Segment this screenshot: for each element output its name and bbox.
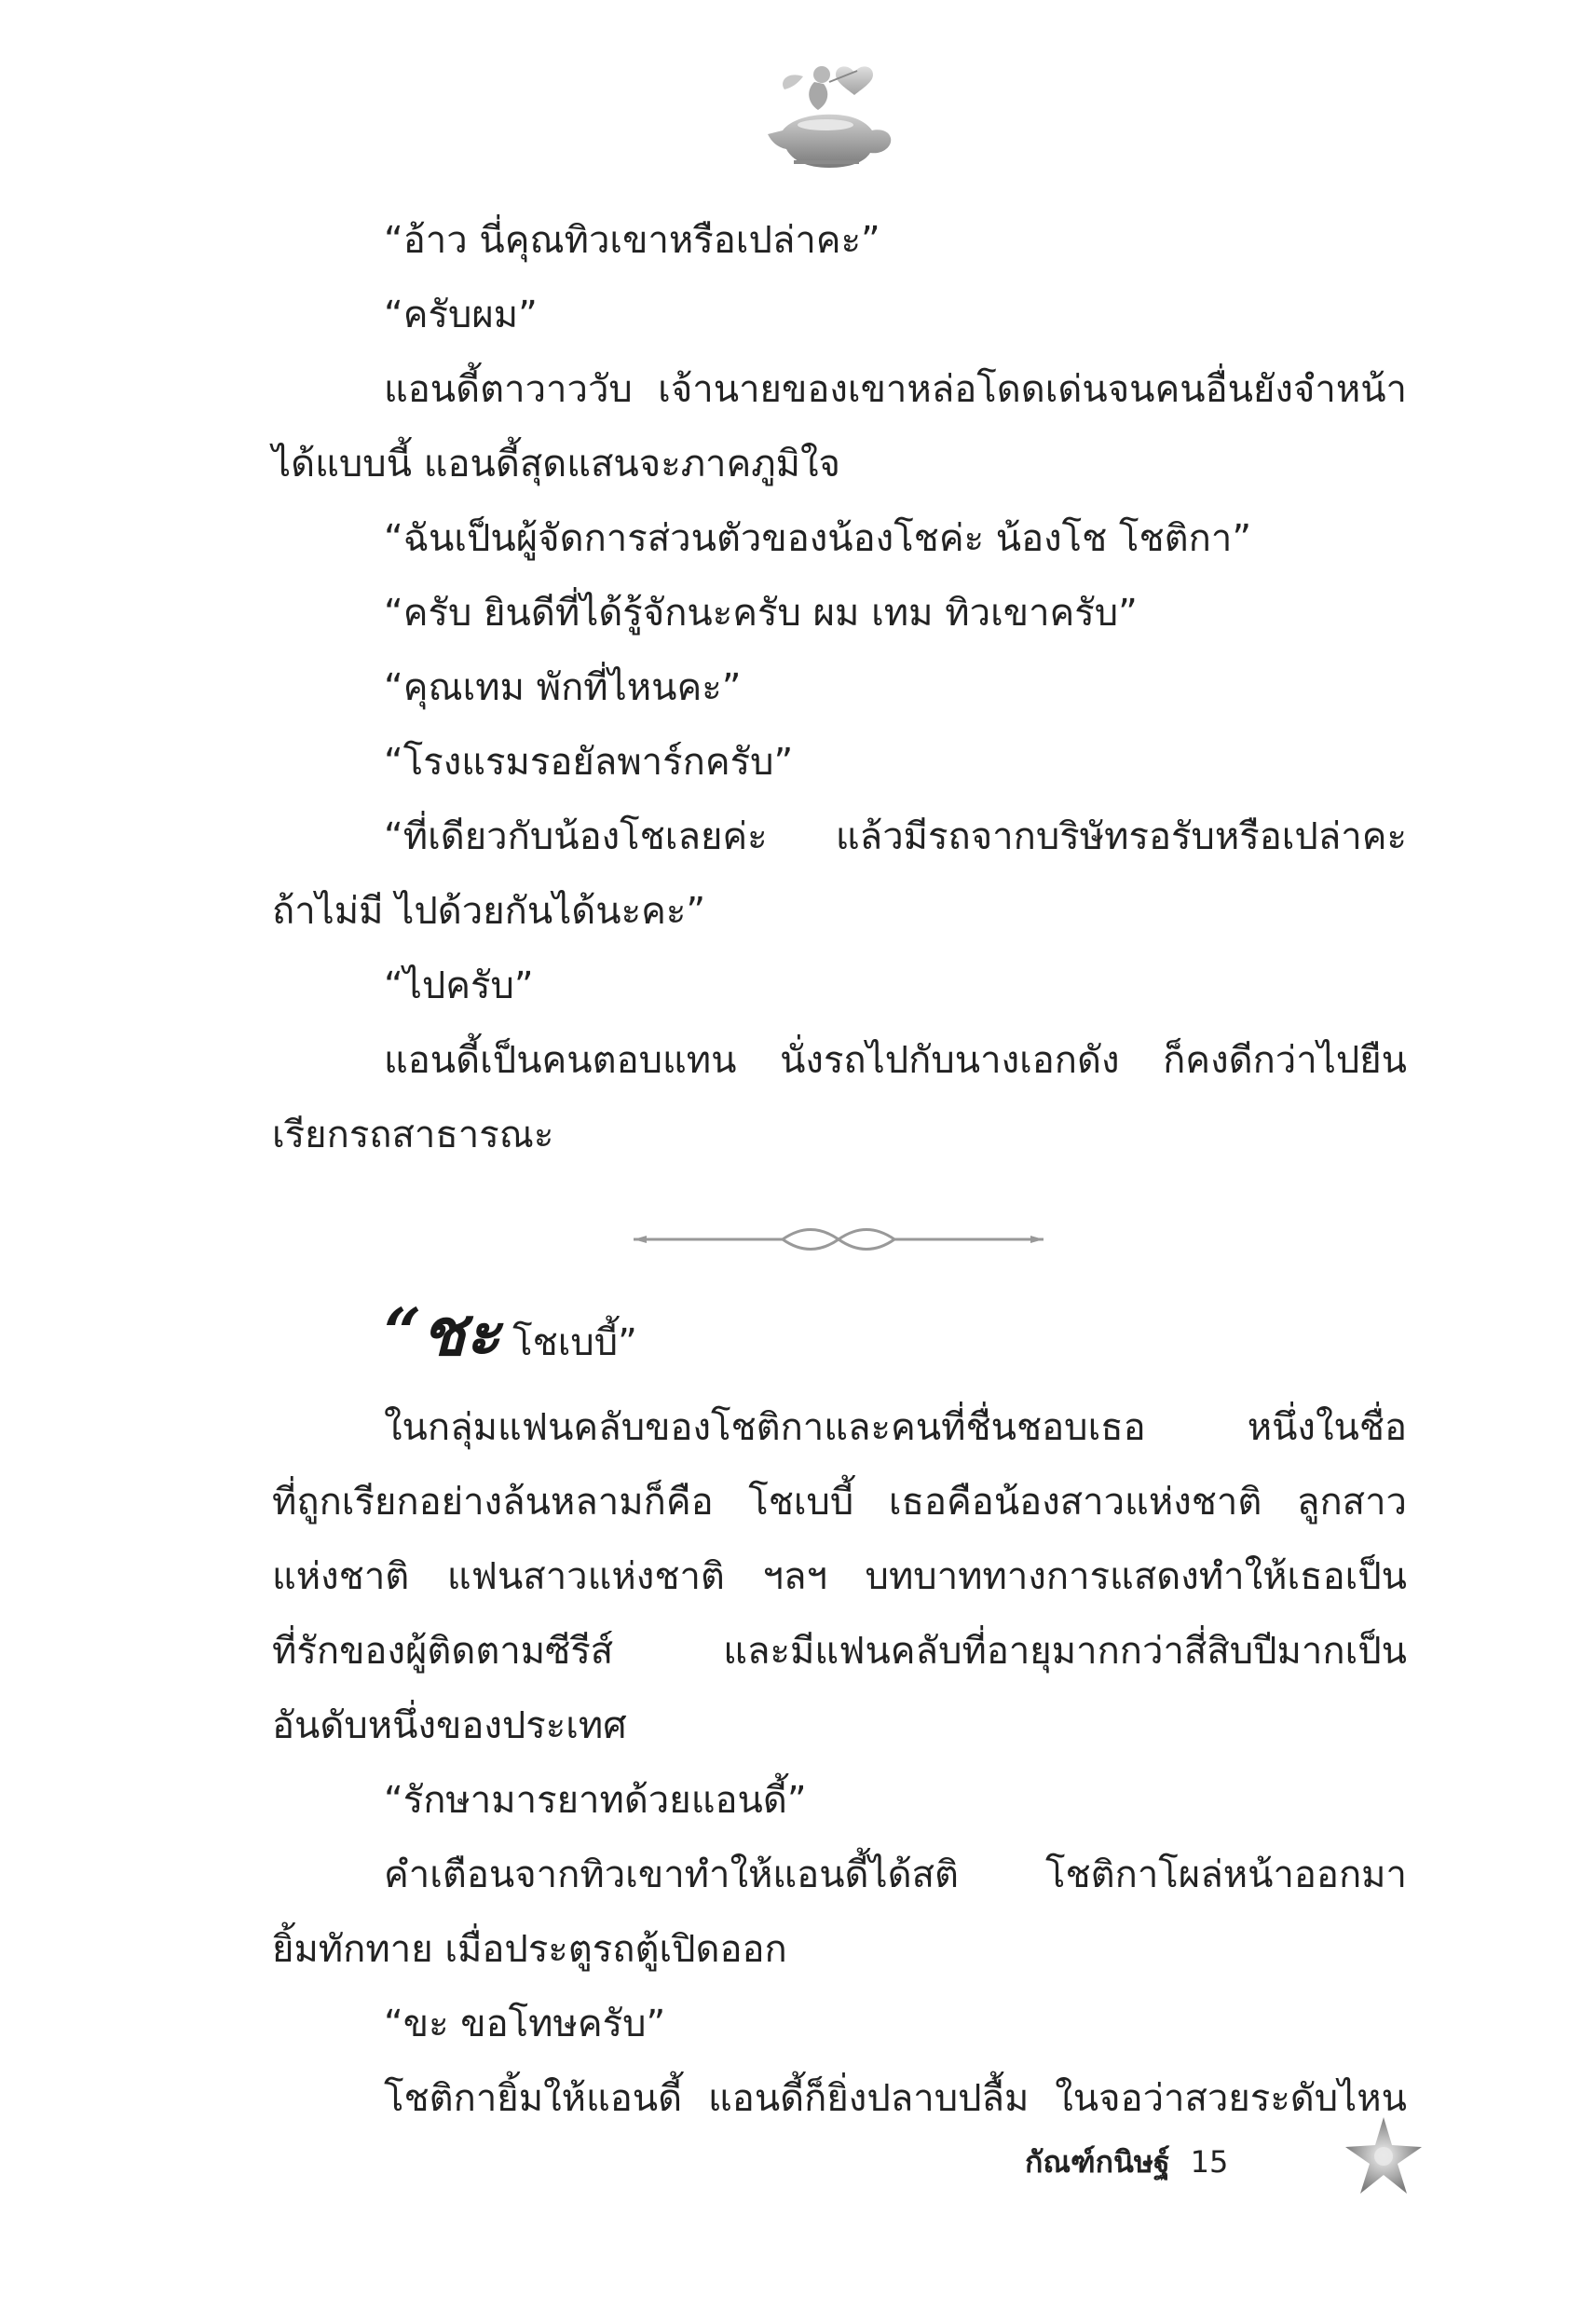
paragraph-line: “คุณเทม พักที่ไหนคะ”	[384, 666, 742, 709]
paragraph-line: แอนดี้ตาวาววับ เจ้านายของเขาหล่อโดดเด่นจนคนอื่นยังจำหน้า	[384, 368, 1407, 411]
star-icon	[1342, 2113, 1425, 2197]
drop-cap: “ชะ	[384, 1293, 501, 1371]
paragraph-line: ที่ถูกเรียกอย่างล้นหลามก็คือ โชเบบี้ เธอคือน้องสาวแห่งชาติ ลูกสาว	[272, 1481, 1407, 1524]
paragraph-line: คำเตือนจากทิวเขาทำให้แอนดี้ได้สติ โชติกาโผล่หน้าออกมา	[384, 1853, 1407, 1896]
paragraph-line: ถ้าไม่มี ไปด้วยกันได้นะคะ”	[272, 890, 706, 933]
paragraph-line: เรียกรถสาธารณะ	[272, 1114, 554, 1156]
paragraph-line: อันดับหนึ่งของประเทศ	[272, 1704, 627, 1747]
paragraph-line: “ขะ ขอโทษครับ”	[384, 2003, 666, 2045]
paragraph-line: แอนดี้เป็นคนตอบแทน นั่งรถไปกับนางเอกดัง ก็คงดีกว่าไปยืน	[384, 1039, 1407, 1082]
cupid-teapot-icon	[766, 54, 896, 175]
section-opening-line	[384, 1295, 637, 1370]
paragraph-line: “ครับผม”	[384, 294, 538, 336]
page-footer	[1025, 2141, 1228, 2182]
opening-text: โชเบบี้”	[500, 1321, 637, 1364]
paragraph-line: “ครับ ยินดีที่ได้รู้จักนะครับ ผม เทม ทิวเขาครับ”	[384, 592, 1138, 635]
paragraph-line: ในกลุ่มแฟนคลับของโชติกาและคนที่ชื่นชอบเธอ หนึ่งในชื่อ	[384, 1406, 1407, 1449]
paragraph-line: “อ้าว นี่คุณทิวเขาหรือเปล่าคะ”	[384, 219, 880, 262]
paragraph-line: โชติกายิ้มให้แอนดี้ แอนดี้ก็ยิ่งปลาบปลื้ม ในจอว่าสวยระดับไหน	[384, 2077, 1407, 2120]
paragraph-line: “ฉันเป็นผู้จัดการส่วนตัวของน้องโชค่ะ น้องโช โชติกา”	[384, 517, 1252, 560]
book-title: กัณฑ์กนิษฐ์	[1025, 2144, 1170, 2180]
paragraph-line: “ที่เดียวกับน้องโชเลยค่ะ แล้วมีรถจากบริษัทรอรับหรือเปล่าคะ	[384, 815, 1407, 858]
paragraph-line: ที่รักของผู้ติดตามซีรีส์ และมีแฟนคลับที่อายุมากกว่าสี่สิบปีมากเป็น	[272, 1630, 1407, 1673]
paragraph-line: “ไปครับ”	[384, 964, 534, 1007]
paragraph-line: ได้แบบนี้ แอนดี้สุดแสนจะภาคภูมิใจ	[272, 443, 840, 485]
page-number: 15	[1190, 2144, 1229, 2180]
paragraph-line: “รักษามารยาทด้วยแอนดี้”	[384, 1779, 807, 1822]
ornamental-divider	[634, 1221, 1044, 1258]
paragraph-line: ยิ้มทักทาย เมื่อประตูรถตู้เปิดออก	[272, 1928, 787, 1971]
paragraph-line: “โรงแรมรอยัลพาร์กครับ”	[384, 741, 794, 784]
paragraph-line: แห่งชาติ แฟนสาวแห่งชาติ ฯลฯ บทบาททางการแสดงทำให้เธอเป็น	[272, 1555, 1407, 1598]
